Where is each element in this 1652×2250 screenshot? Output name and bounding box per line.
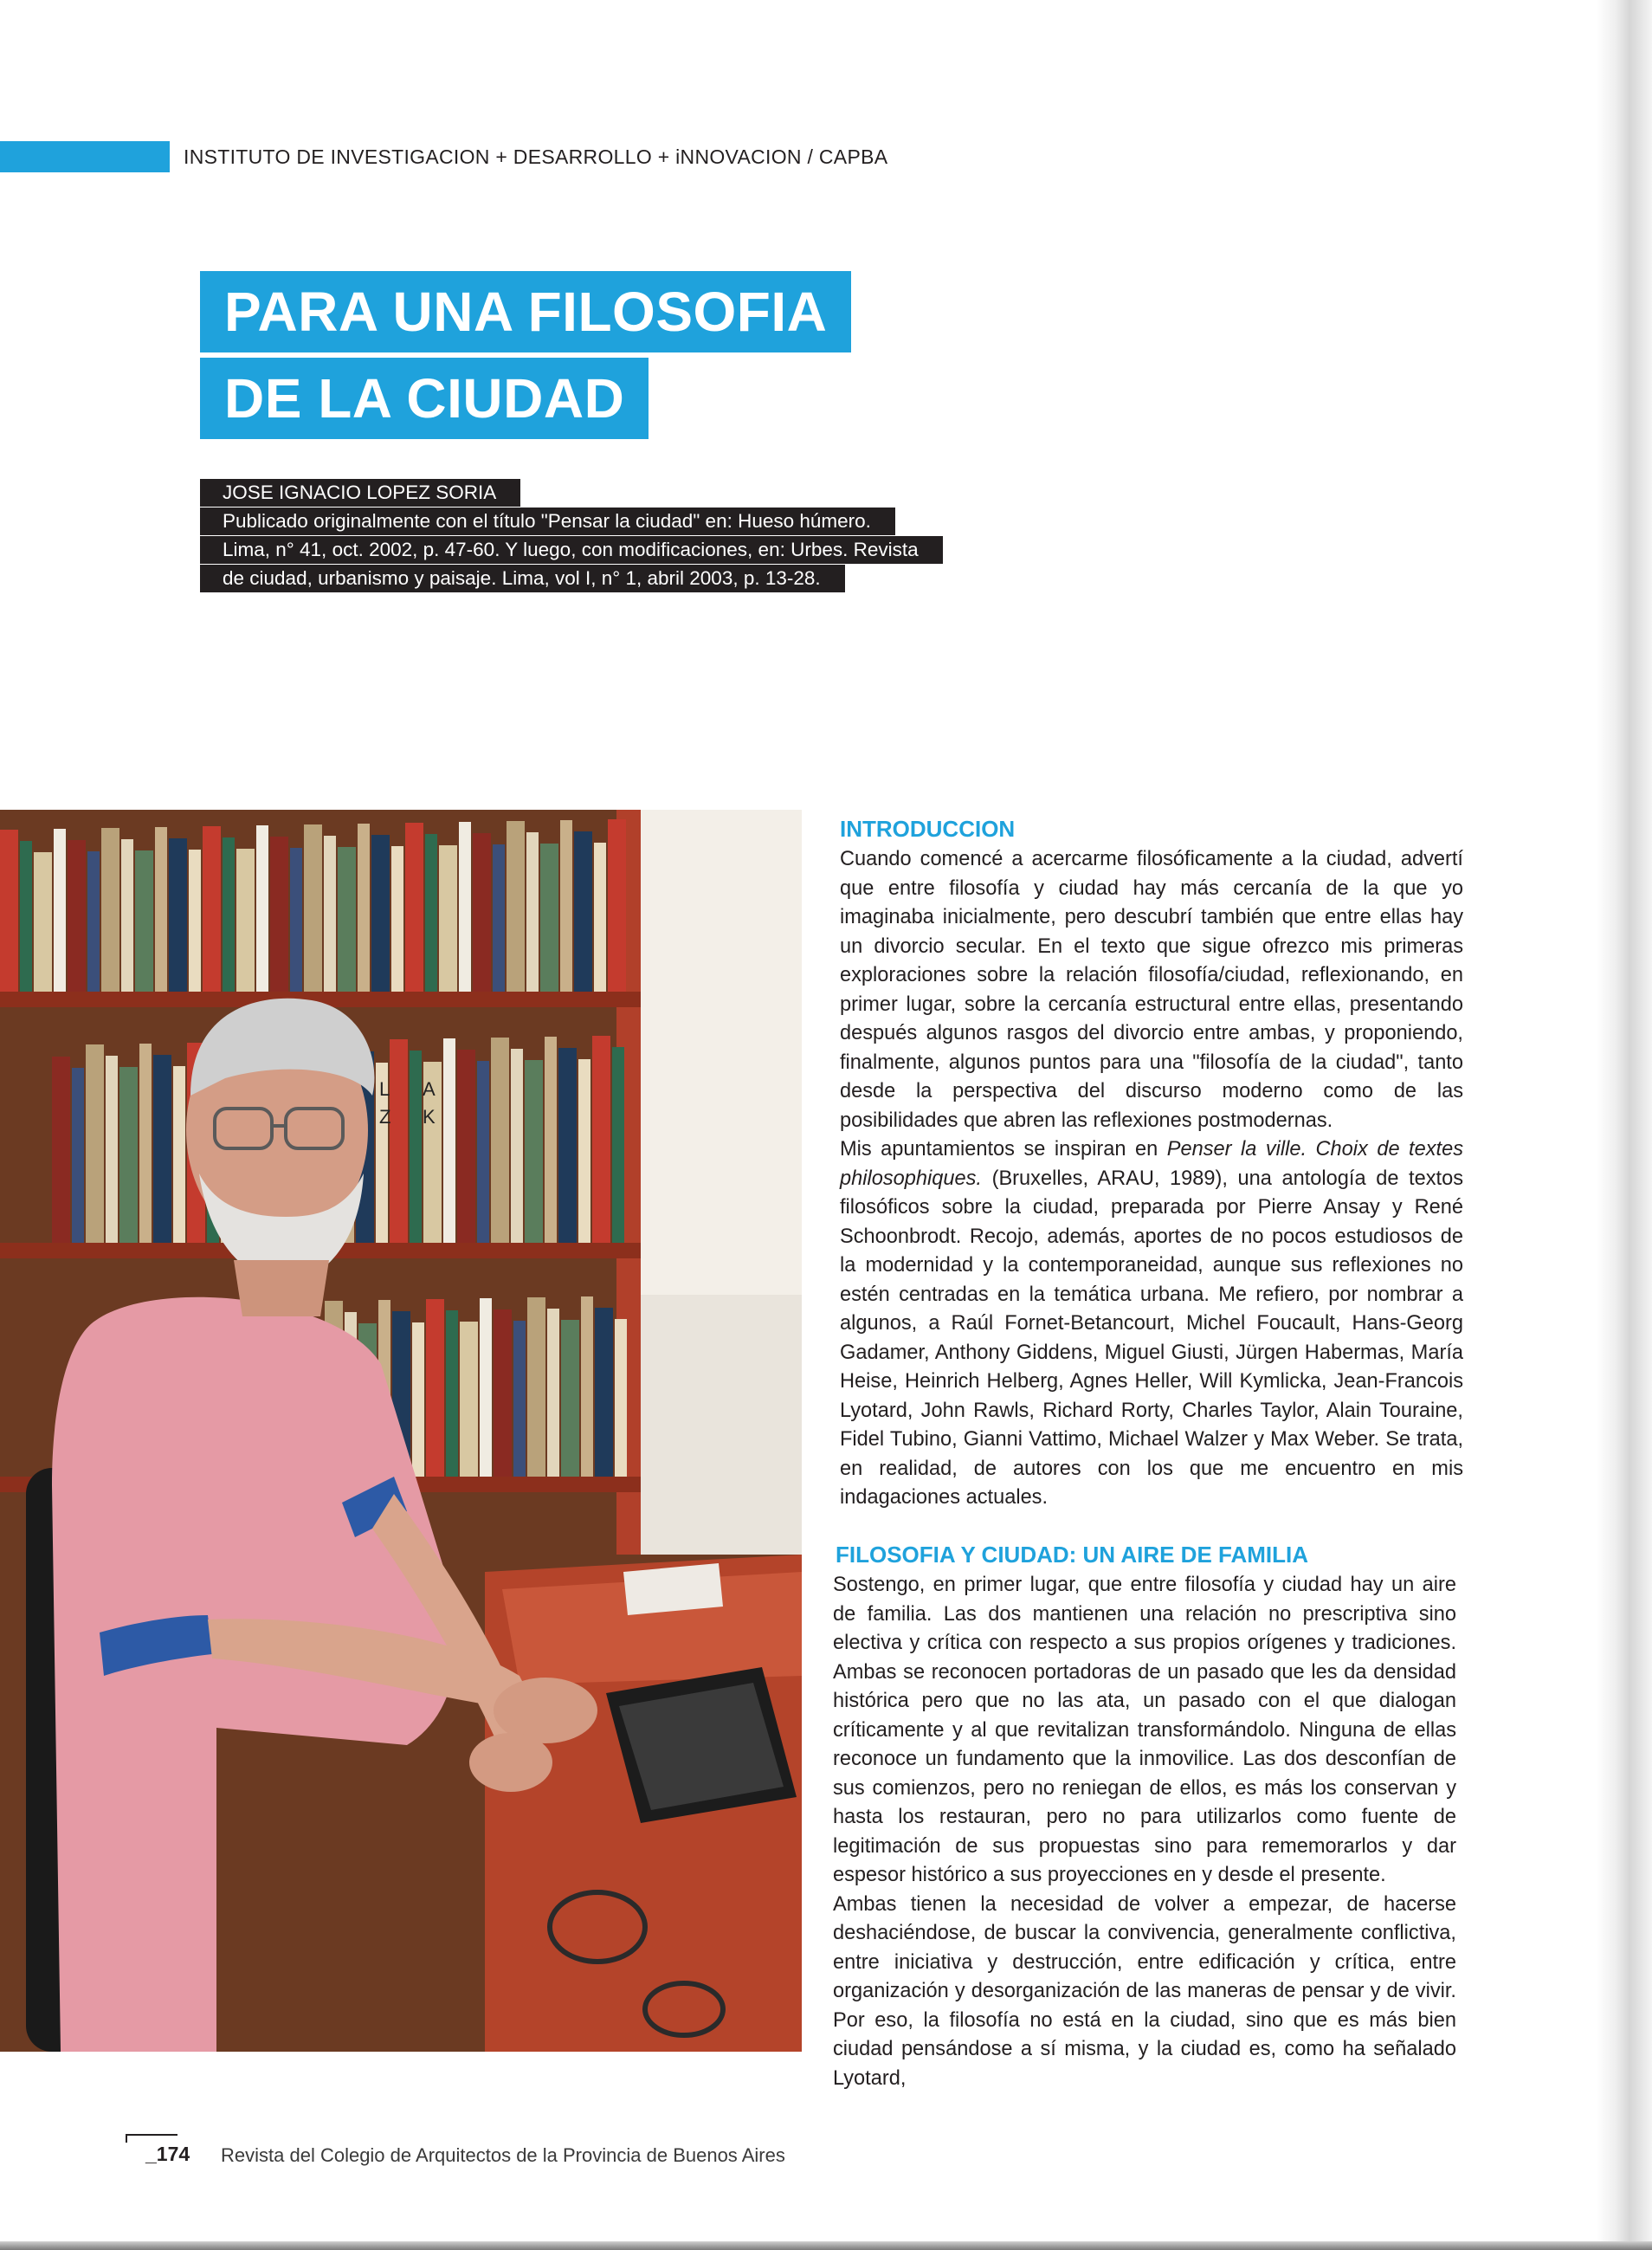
institute-header: INSTITUTO DE INVESTIGACION + DESARROLLO + iNNOVACION / CAPBA (184, 145, 888, 168)
book-spine (511, 1049, 523, 1243)
book-spine (526, 832, 539, 992)
book-spine (527, 1297, 545, 1477)
book-spine (135, 850, 153, 992)
section-heading-introduccion: INTRODUCCION (840, 816, 1016, 842)
book-spine (473, 833, 491, 992)
book-spine (446, 1310, 458, 1477)
book-spine (189, 850, 201, 992)
book-spine (595, 1308, 613, 1477)
publication-note-line-3: de ciudad, urbanismo y paisaje. Lima, vol I, n° 1, abril 2003, p. 13-28. (200, 565, 845, 592)
book-spine (578, 1059, 590, 1243)
author-name: JOSE IGNACIO LOPEZ SORIA (200, 479, 520, 507)
book-spine (391, 846, 403, 992)
book-spine-label-5: K (423, 1106, 436, 1128)
book-spine (574, 831, 592, 992)
book-spine (290, 848, 302, 992)
article-meta (200, 479, 943, 593)
book-spine (558, 1048, 577, 1243)
header-accent-bar (0, 141, 170, 172)
book-spine (513, 1321, 526, 1477)
book-spine (72, 1068, 84, 1243)
book-spine (457, 1050, 475, 1243)
book-spine (425, 834, 437, 992)
book-spine (426, 1299, 444, 1477)
intro-paragraph-1: Cuando comencé a acercarme filosóficamente a la ciudad, advertí que entre filosofía y ciudad hay más cercanía de la que yo imaginaba inicialmente, pero descubrí también que entre ellas hay un divorcio secular. En el texto que sigue ofrezco mis primeras exploraciones sobre la relación filosofía/ciudad, reflexionando, en primer lugar, sobre la cercanía estructural entre ellas, presentando después algunos rasgos del divorcio entre ambas, y proponiendo, finalmente, algunos puntos para una "filosofía de la ciudad", tanto desde la perspectiva del discurso moderno como de las posibilidades que abren las reflexiones postmodernas. (840, 848, 1463, 1132)
publication-note-line-2: Lima, n° 41, oct. 2002, p. 47-60. Y luego, con modificaciones, en: Urbes. Revista (200, 536, 943, 564)
book-spine (20, 841, 32, 992)
book-spine (153, 1055, 171, 1243)
book-spine (443, 1038, 455, 1243)
book-spine (169, 838, 187, 992)
book-spine (615, 1319, 627, 1477)
book-spine (101, 828, 119, 992)
book-spine-label-4: A (423, 1078, 436, 1100)
book-spine (173, 1066, 185, 1243)
page-gutter-shadow (1597, 0, 1652, 2250)
book-spine (439, 845, 457, 992)
book-spine (540, 844, 558, 992)
book-spine (477, 1061, 489, 1243)
book-spine (203, 826, 221, 992)
book-spine (270, 837, 288, 992)
book-spine (119, 1067, 138, 1243)
book-spine (459, 822, 471, 992)
book-spine (460, 1322, 478, 1477)
book-spine (54, 829, 66, 992)
portrait-illustration (0, 810, 802, 2052)
book-spine-label-3: Z (379, 1106, 391, 1128)
section-heading-aire-de-familia: FILOSOFIA Y CIUDAD: UN AIRE DE FAMILIA (836, 1542, 1309, 1568)
book-spine (405, 823, 423, 992)
book-spine (371, 835, 390, 992)
book-spine (338, 847, 356, 992)
book-spine (612, 1047, 624, 1243)
book-spine (545, 1037, 557, 1243)
book-spine (155, 827, 167, 992)
footer-rule (126, 2134, 177, 2136)
publication-note-line-1: Publicado originalmente con el título "Pensar la ciudad" en: Hueso húmero. (200, 508, 895, 535)
intro-paragraph-2-lead: Mis apuntamientos se inspiran en (840, 1138, 1167, 1161)
article-title-line-2: DE LA CIUDAD (200, 358, 649, 439)
author-portrait-photo (0, 810, 802, 2052)
intro-paragraph-2 (840, 1135, 1463, 1513)
familia-paragraph-1: Sostengo, en primer lugar, que entre filosofía y ciudad hay un aire de familia. Las dos mantienen una relación no prescriptiva sino electiva y crítica con respecto a sus propios orígenes y tradiciones. Ambas se reconocen portadoras de un pasado que les da densidad histórica pero que no las ata, un pasado con el que dialogan críticamente y al que revitalizan transformándolo. Ninguna de ellas reconoce un fundamento que la inmovilice. Las dos desconfían de sus comienzos, pero no reniegan de ellos, es más los conservan y hasta los restauran, pero no para utilizarlos como fuente de legitimación de sus propuestas sino para rememorarlos y dar espesor histórico a sus proyecciones en y desde el presente. (833, 1574, 1456, 1886)
book-spine (594, 843, 606, 992)
book-spine (547, 1309, 559, 1477)
book-spine (412, 1322, 424, 1477)
book-title-italic: Penser la ville. Choix de textes philosophiques. (840, 1138, 1464, 1190)
book-spine (256, 825, 268, 992)
familia-paragraph-2: Ambas tienen la necesidad de volver a empezar, de hacerse deshaciéndose, de buscar la convivencia, generalmente conflictiva, entre iniciativa y destrucción, entre edificación y crítica, entre organización y desorganización de las maneras de pensar y de vivir. Por eso, la filosofía no está en la ciudad, sino que es más bien ciudad pensándose a sí misma, y la ciudad es, como ha señalado Lyotard, (833, 1892, 1456, 2090)
book-spine (390, 1039, 408, 1243)
book-spine (223, 837, 235, 992)
book-spine (139, 1044, 152, 1243)
journal-name: Revista del Colegio de Arquitectos de la Provincia de Buenos Aires (221, 2144, 785, 2166)
book-spine (560, 820, 572, 992)
book-spine (324, 836, 336, 992)
book-spine-label-2: L (379, 1078, 390, 1100)
book-spine (358, 824, 370, 992)
book-spine (493, 844, 505, 992)
intro-paragraph-2-tail: (Bruxelles, ARAU, 1989), una antología de textos filosóficos sobre la ciudad, preparada por Pierre Ansay y René (840, 1167, 1463, 1219)
book-spine (86, 1044, 104, 1243)
book-spine (561, 1320, 579, 1477)
book-spine (608, 819, 626, 992)
book-spine (87, 851, 100, 992)
book-spine (236, 849, 255, 992)
book-spine (525, 1060, 543, 1243)
book-spine (507, 821, 525, 992)
book-spine (106, 1056, 118, 1243)
book-spine (0, 830, 18, 992)
book-spine (68, 840, 86, 992)
text-column-aire-de-familia (833, 1540, 1456, 2093)
book-spine (52, 1057, 70, 1243)
intro-paragraph-2-continued: Schoonbrodt. Recojo, además, aportes de no pocos estudiosos de la modernidad y la contemporaneidad, aunque sus reflexiones no estén centradas en la temática urbana. Me refiero, por nombrar a algunos, a Raúl Fornet-Betancourt, Michel Foucault, Hans-Georg Gadamer, Anthony Giddens, Miguel Giusti, Jürgen Habermas, María Heise, Heinrich Helberg, Agnes Heller, Will Kymlicka, Jean-Francois Lyotard, John Rawls, Richard Rorty, Charles Taylor, Alain Touraine, Fidel Tubino, Gianni Vattimo, Michael Walzer y Max Weber. Se trata, en realidad, de autores con los que me encuentro en mis indagaciones actuales. (840, 1225, 1463, 1509)
book-spine (34, 852, 52, 992)
article-title-line-1: PARA UNA FILOSOFIA (200, 271, 851, 352)
book-spine (581, 1296, 593, 1477)
text-column-introduction (840, 814, 1463, 1513)
book-spine (121, 839, 133, 992)
book-spine (410, 1051, 422, 1243)
page-bottom-shadow (0, 2241, 1652, 2250)
footer-tick (126, 2134, 127, 2143)
book-spine (592, 1036, 610, 1243)
book-spine (491, 1038, 509, 1243)
page-number: _174 (145, 2143, 190, 2165)
book-spine (480, 1298, 492, 1477)
book-spine (494, 1309, 512, 1477)
book-spine (304, 824, 322, 992)
